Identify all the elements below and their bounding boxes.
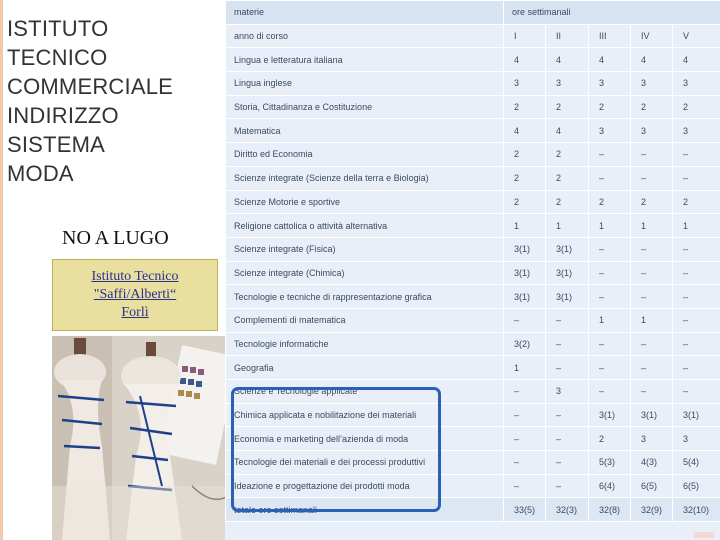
hours-cell: 3	[589, 72, 631, 96]
hours-cell: –	[504, 403, 546, 427]
hours-cell: 2	[504, 95, 546, 119]
hours-cell: 2	[546, 143, 589, 167]
hours-cell: –	[589, 380, 631, 404]
hours-cell: –	[546, 451, 589, 475]
hours-cell: 32(10)	[673, 498, 720, 522]
school-link-box[interactable]	[52, 259, 218, 331]
school-link[interactable]: Istituto Tecnico "Saffi/Alberti“ Forlì	[91, 269, 179, 320]
hours-cell: 2	[504, 190, 546, 214]
hours-cell: 3	[504, 72, 546, 96]
hours-cell: –	[631, 166, 673, 190]
hours-cell: 3(1)	[546, 237, 589, 261]
year-row-label: anno di corso	[226, 24, 504, 48]
hours-cell: 3	[546, 72, 589, 96]
subject-cell: Religione cattolica o attività alternativa	[226, 214, 504, 238]
mannequin-illustration	[52, 336, 228, 540]
hours-cell: 6(4)	[589, 474, 631, 498]
hours-cell: –	[504, 427, 546, 451]
hours-cell: 3(1)	[504, 237, 546, 261]
hours-cell: 1	[546, 214, 589, 238]
hours-cell: –	[631, 285, 673, 309]
hours-cell: –	[589, 237, 631, 261]
hours-cell: 4	[546, 119, 589, 143]
hours-cell: 3(1)	[504, 261, 546, 285]
hours-cell: –	[673, 261, 720, 285]
hours-cell: 3(1)	[546, 261, 589, 285]
hours-cell: 3(1)	[673, 403, 720, 427]
hours-cell: 32(9)	[631, 498, 673, 522]
hours-cell: –	[504, 451, 546, 475]
hours-cell: –	[631, 356, 673, 380]
hours-cell: 1	[589, 308, 631, 332]
table-row	[226, 166, 720, 190]
subject-cell: Diritto ed Economia	[226, 143, 504, 167]
slide-subtitle: NO A LUGO	[62, 227, 169, 249]
subject-cell: Scienze Motorie e sportive	[226, 190, 504, 214]
hours-cell: 2	[589, 95, 631, 119]
table-row	[226, 308, 720, 332]
hours-cell: 1	[504, 214, 546, 238]
subject-cell: Tecnologie e tecniche di rappresentazione grafica	[226, 285, 504, 309]
hours-cell: –	[673, 380, 720, 404]
subject-cell: Ideazione e progettazione dei prodotti moda	[226, 474, 504, 498]
table-row	[226, 119, 720, 143]
hours-cell: 6(5)	[631, 474, 673, 498]
table-row	[226, 285, 720, 309]
table-row	[226, 190, 720, 214]
hours-cell: 4	[631, 48, 673, 72]
year-cell: IV	[631, 24, 673, 48]
hours-cell: 2	[504, 166, 546, 190]
subject-cell: Scienze integrate (Scienze della terra e Biologia)	[226, 166, 504, 190]
highlight-frame	[231, 387, 441, 512]
hours-cell: 3(1)	[631, 403, 673, 427]
hours-cell: 6(5)	[673, 474, 720, 498]
hours-cell: –	[589, 261, 631, 285]
subject-cell: Tecnologie informatiche	[226, 332, 504, 356]
hours-cell: –	[673, 356, 720, 380]
subject-cell: Complementi di matematica	[226, 308, 504, 332]
hours-cell: –	[631, 237, 673, 261]
table-header-row	[226, 1, 720, 25]
hours-cell: 4	[673, 48, 720, 72]
hours-cell: 3(1)	[546, 285, 589, 309]
hours-cell: 3	[673, 72, 720, 96]
hours-cell: 2	[631, 190, 673, 214]
table-row	[226, 48, 720, 72]
hours-cell: –	[589, 166, 631, 190]
hours-cell: –	[673, 143, 720, 167]
hours-cell: 3	[546, 380, 589, 404]
table-row	[226, 356, 720, 380]
year-cell: I	[504, 24, 546, 48]
hours-cell: 32(3)	[546, 498, 589, 522]
hours-cell: –	[546, 332, 589, 356]
hours-cell: 2	[673, 95, 720, 119]
hours-cell: 1	[504, 356, 546, 380]
hours-cell: 3(1)	[504, 285, 546, 309]
hours-cell: 4	[504, 119, 546, 143]
hours-cell: –	[673, 237, 720, 261]
hours-cell: 3	[631, 72, 673, 96]
hours-cell: 2	[589, 427, 631, 451]
hours-cell: 1	[589, 214, 631, 238]
year-row	[226, 24, 720, 48]
hours-cell: 3(1)	[589, 403, 631, 427]
hours-cell: –	[546, 356, 589, 380]
subject-cell: Lingua e letteratura italiana	[226, 48, 504, 72]
table-row	[226, 143, 720, 167]
hours-cell: –	[673, 332, 720, 356]
hours-cell: –	[631, 143, 673, 167]
hours-cell: 2	[546, 166, 589, 190]
hours-cell: 2	[546, 95, 589, 119]
table-row	[226, 72, 720, 96]
table-row	[226, 214, 720, 238]
hours-cell: –	[589, 356, 631, 380]
fashion-mannequin-photo	[52, 336, 228, 540]
subject-cell: Matematica	[226, 119, 504, 143]
hours-cell: 5(3)	[589, 451, 631, 475]
hours-cell: 2	[589, 190, 631, 214]
subject-cell: Scienze integrate (Fisica)	[226, 237, 504, 261]
hours-cell: 5(4)	[673, 451, 720, 475]
hours-cell: –	[504, 380, 546, 404]
hours-cell: 3	[631, 119, 673, 143]
table-row	[226, 332, 720, 356]
subject-cell: totale ore settimanali	[226, 498, 504, 522]
header-hours: ore settimanali	[504, 1, 720, 25]
hours-cell: 1	[631, 308, 673, 332]
corner-decoration	[694, 532, 714, 538]
hours-cell: 3	[631, 427, 673, 451]
hours-cell: 4	[504, 48, 546, 72]
hours-cell: –	[589, 332, 631, 356]
hours-cell: –	[631, 261, 673, 285]
hours-cell: 1	[673, 214, 720, 238]
subject-cell: Storia, Cittadinanza e Costituzione	[226, 95, 504, 119]
slide-title-text: ISTITUTO TECNICO COMMERCIALE INDIRIZZO SISTEMA MODA	[7, 16, 173, 186]
hours-cell: –	[546, 403, 589, 427]
hours-cell: 3(2)	[504, 332, 546, 356]
subject-cell: Economia e marketing dell’azienda di moda	[226, 427, 504, 451]
hours-cell: 4(3)	[631, 451, 673, 475]
slide-title	[7, 14, 217, 188]
subject-cell: Chimica applicata e nobilitazione dei materiali	[226, 403, 504, 427]
hours-cell: 32(8)	[589, 498, 631, 522]
hours-cell: 4	[589, 48, 631, 72]
hours-cell: 3	[673, 427, 720, 451]
hours-cell: 33(5)	[504, 498, 546, 522]
hours-cell: –	[546, 474, 589, 498]
hours-cell: –	[504, 474, 546, 498]
hours-cell: 4	[546, 48, 589, 72]
hours-cell: –	[673, 166, 720, 190]
year-cell: II	[546, 24, 589, 48]
hours-cell: –	[504, 308, 546, 332]
subject-cell: Tecnologie dei materiali e dei processi produttivi	[226, 451, 504, 475]
hours-cell: –	[589, 143, 631, 167]
hours-cell: 2	[673, 190, 720, 214]
hours-cell: –	[631, 332, 673, 356]
hours-cell: 2	[631, 95, 673, 119]
hours-cell: –	[631, 380, 673, 404]
subject-cell: Lingua inglese	[226, 72, 504, 96]
hours-cell: 3	[589, 119, 631, 143]
hours-cell: –	[673, 308, 720, 332]
header-subjects: materie	[226, 1, 504, 25]
table-row	[226, 261, 720, 285]
hours-cell: –	[546, 427, 589, 451]
hours-cell: 2	[504, 143, 546, 167]
hours-cell: 3	[673, 119, 720, 143]
hours-cell: 2	[546, 190, 589, 214]
hours-cell: –	[546, 308, 589, 332]
hours-cell: 1	[631, 214, 673, 238]
table-row	[226, 237, 720, 261]
subject-cell: Scienze e Tecnologie applicate	[226, 380, 504, 404]
slide-accent-bar	[0, 0, 3, 540]
hours-cell: –	[589, 285, 631, 309]
year-cell: III	[589, 24, 631, 48]
subject-cell: Scienze integrate (Chimica)	[226, 261, 504, 285]
hours-cell: –	[673, 285, 720, 309]
subject-cell: Geografia	[226, 356, 504, 380]
year-cell: V	[673, 24, 720, 48]
table-row	[226, 95, 720, 119]
